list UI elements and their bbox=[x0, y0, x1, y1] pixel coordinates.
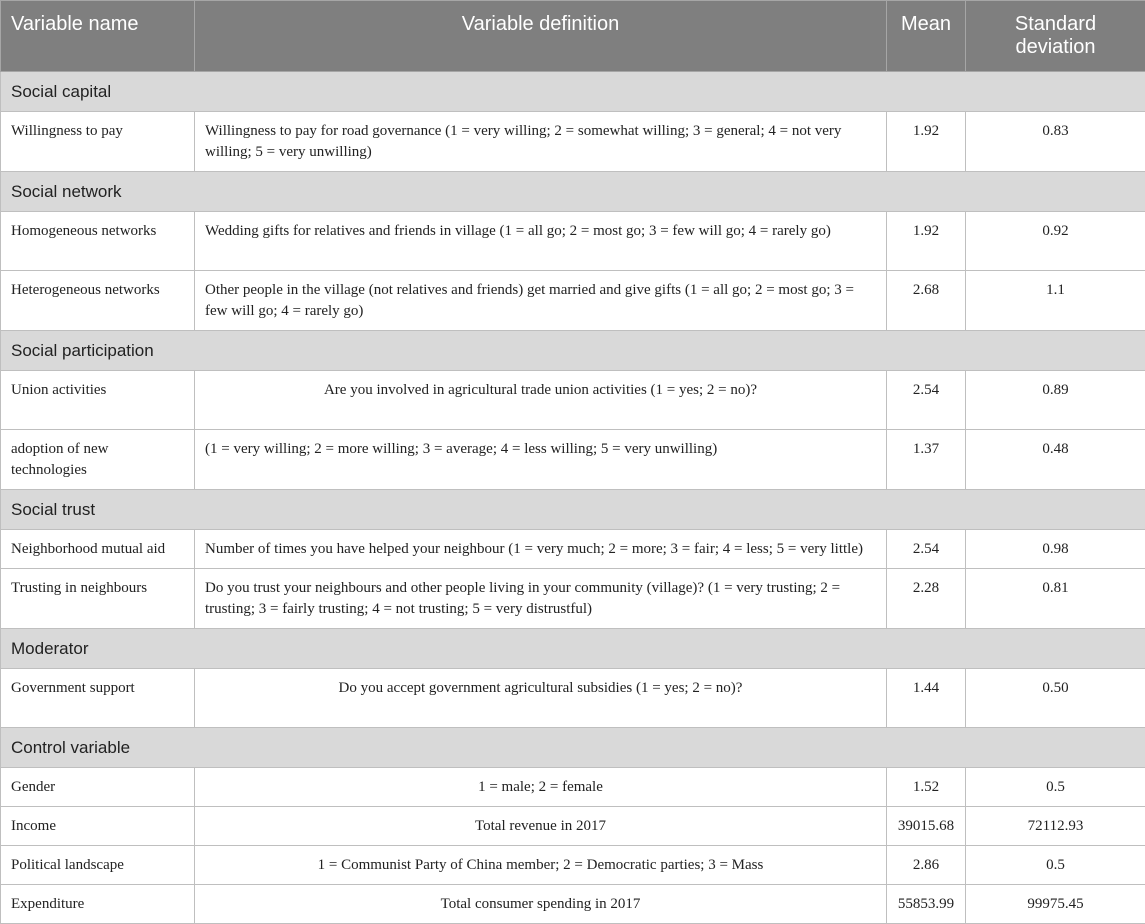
variable-definition: Wedding gifts for relatives and friends in village (1 = all go; 2 = most go; 3 = few will go; 4 = rarely go) bbox=[195, 212, 887, 271]
variable-definition: Willingness to pay for road governance (1 = very willing; 2 = somewhat willing; 3 = general; 4 = not very willing; 5 = very unwilling) bbox=[195, 112, 887, 172]
section-title: Social capital bbox=[1, 72, 1145, 112]
section-row-social-trust bbox=[1, 490, 1145, 530]
mean-value: 1.92 bbox=[887, 112, 966, 172]
header-mean: Mean bbox=[887, 1, 966, 72]
table-row bbox=[1, 430, 1145, 490]
section-title: Moderator bbox=[1, 629, 1145, 669]
variable-name: Homogeneous networks bbox=[1, 212, 195, 271]
mean-value: 2.86 bbox=[887, 846, 966, 885]
table-row bbox=[1, 371, 1145, 430]
variable-definition: 1 = male; 2 = female bbox=[195, 768, 887, 807]
sd-value: 0.5 bbox=[966, 768, 1145, 807]
header-variable-name: Variable name bbox=[1, 1, 195, 72]
variable-definition: Total revenue in 2017 bbox=[195, 807, 887, 846]
table-row bbox=[1, 768, 1145, 807]
variable-name: Expenditure bbox=[1, 885, 195, 924]
header-variable-definition: Variable definition bbox=[195, 1, 887, 72]
header-standard-deviation: Standard deviation bbox=[966, 1, 1145, 72]
variable-definition: Do you trust your neighbours and other people living in your community (village)? (1 = very trusting; 2 = trusting; 3 = fairly trusting; 4 = not trusting; 5 = very distrustful) bbox=[195, 569, 887, 629]
table-row bbox=[1, 530, 1145, 569]
sd-value: 0.98 bbox=[966, 530, 1145, 569]
table-row bbox=[1, 271, 1145, 331]
table-row bbox=[1, 669, 1145, 728]
section-row-social-participation bbox=[1, 331, 1145, 371]
table-row bbox=[1, 885, 1145, 924]
sd-value: 1.1 bbox=[966, 271, 1145, 331]
mean-value: 39015.68 bbox=[887, 807, 966, 846]
sd-value: 0.81 bbox=[966, 569, 1145, 629]
sd-value: 99975.45 bbox=[966, 885, 1145, 924]
sd-value: 0.5 bbox=[966, 846, 1145, 885]
section-row-control-variable bbox=[1, 728, 1145, 768]
mean-value: 1.37 bbox=[887, 430, 966, 490]
table-row bbox=[1, 846, 1145, 885]
table-row bbox=[1, 212, 1145, 271]
variable-definition: Do you accept government agricultural subsidies (1 = yes; 2 = no)? bbox=[195, 669, 887, 728]
mean-value: 2.28 bbox=[887, 569, 966, 629]
mean-value: 1.44 bbox=[887, 669, 966, 728]
section-row-social-network bbox=[1, 172, 1145, 212]
variable-name: Government support bbox=[1, 669, 195, 728]
table-row bbox=[1, 112, 1145, 172]
section-title: Social trust bbox=[1, 490, 1145, 530]
variable-name: Willingness to pay bbox=[1, 112, 195, 172]
mean-value: 1.92 bbox=[887, 212, 966, 271]
variable-definition: Total consumer spending in 2017 bbox=[195, 885, 887, 924]
variable-name: Heterogeneous networks bbox=[1, 271, 195, 331]
variable-name: adoption of new technologies bbox=[1, 430, 195, 490]
variable-name: Neighborhood mutual aid bbox=[1, 530, 195, 569]
variable-name: Union activities bbox=[1, 371, 195, 430]
table-row bbox=[1, 807, 1145, 846]
section-title: Social participation bbox=[1, 331, 1145, 371]
variable-name: Gender bbox=[1, 768, 195, 807]
variable-definition: Are you involved in agricultural trade union activities (1 = yes; 2 = no)? bbox=[195, 371, 887, 430]
section-title: Social network bbox=[1, 172, 1145, 212]
mean-value: 2.54 bbox=[887, 371, 966, 430]
variable-definition: 1 = Communist Party of China member; 2 = Democratic parties; 3 = Mass bbox=[195, 846, 887, 885]
section-row-social-capital bbox=[1, 72, 1145, 112]
sd-value: 72112.93 bbox=[966, 807, 1145, 846]
variable-definition: (1 = very willing; 2 = more willing; 3 = average; 4 = less willing; 5 = very unwilling) bbox=[195, 430, 887, 490]
variable-name: Income bbox=[1, 807, 195, 846]
sd-value: 0.92 bbox=[966, 212, 1145, 271]
variable-name: Trusting in neighbours bbox=[1, 569, 195, 629]
mean-value: 1.52 bbox=[887, 768, 966, 807]
sd-value: 0.48 bbox=[966, 430, 1145, 490]
section-title: Control variable bbox=[1, 728, 1145, 768]
sd-value: 0.83 bbox=[966, 112, 1145, 172]
sd-value: 0.50 bbox=[966, 669, 1145, 728]
table-row bbox=[1, 569, 1145, 629]
mean-value: 55853.99 bbox=[887, 885, 966, 924]
mean-value: 2.54 bbox=[887, 530, 966, 569]
sd-value: 0.89 bbox=[966, 371, 1145, 430]
variable-definition: Other people in the village (not relatives and friends) get married and give gifts (1 = all go; 2 = most go; 3 = few will go; 4 = rarely go) bbox=[195, 271, 887, 331]
header-row bbox=[1, 1, 1145, 72]
variable-definition: Number of times you have helped your neighbour (1 = very much; 2 = more; 3 = fair; 4 = less; 5 = very little) bbox=[195, 530, 887, 569]
mean-value: 2.68 bbox=[887, 271, 966, 331]
section-row-moderator bbox=[1, 629, 1145, 669]
variable-name: Political landscape bbox=[1, 846, 195, 885]
